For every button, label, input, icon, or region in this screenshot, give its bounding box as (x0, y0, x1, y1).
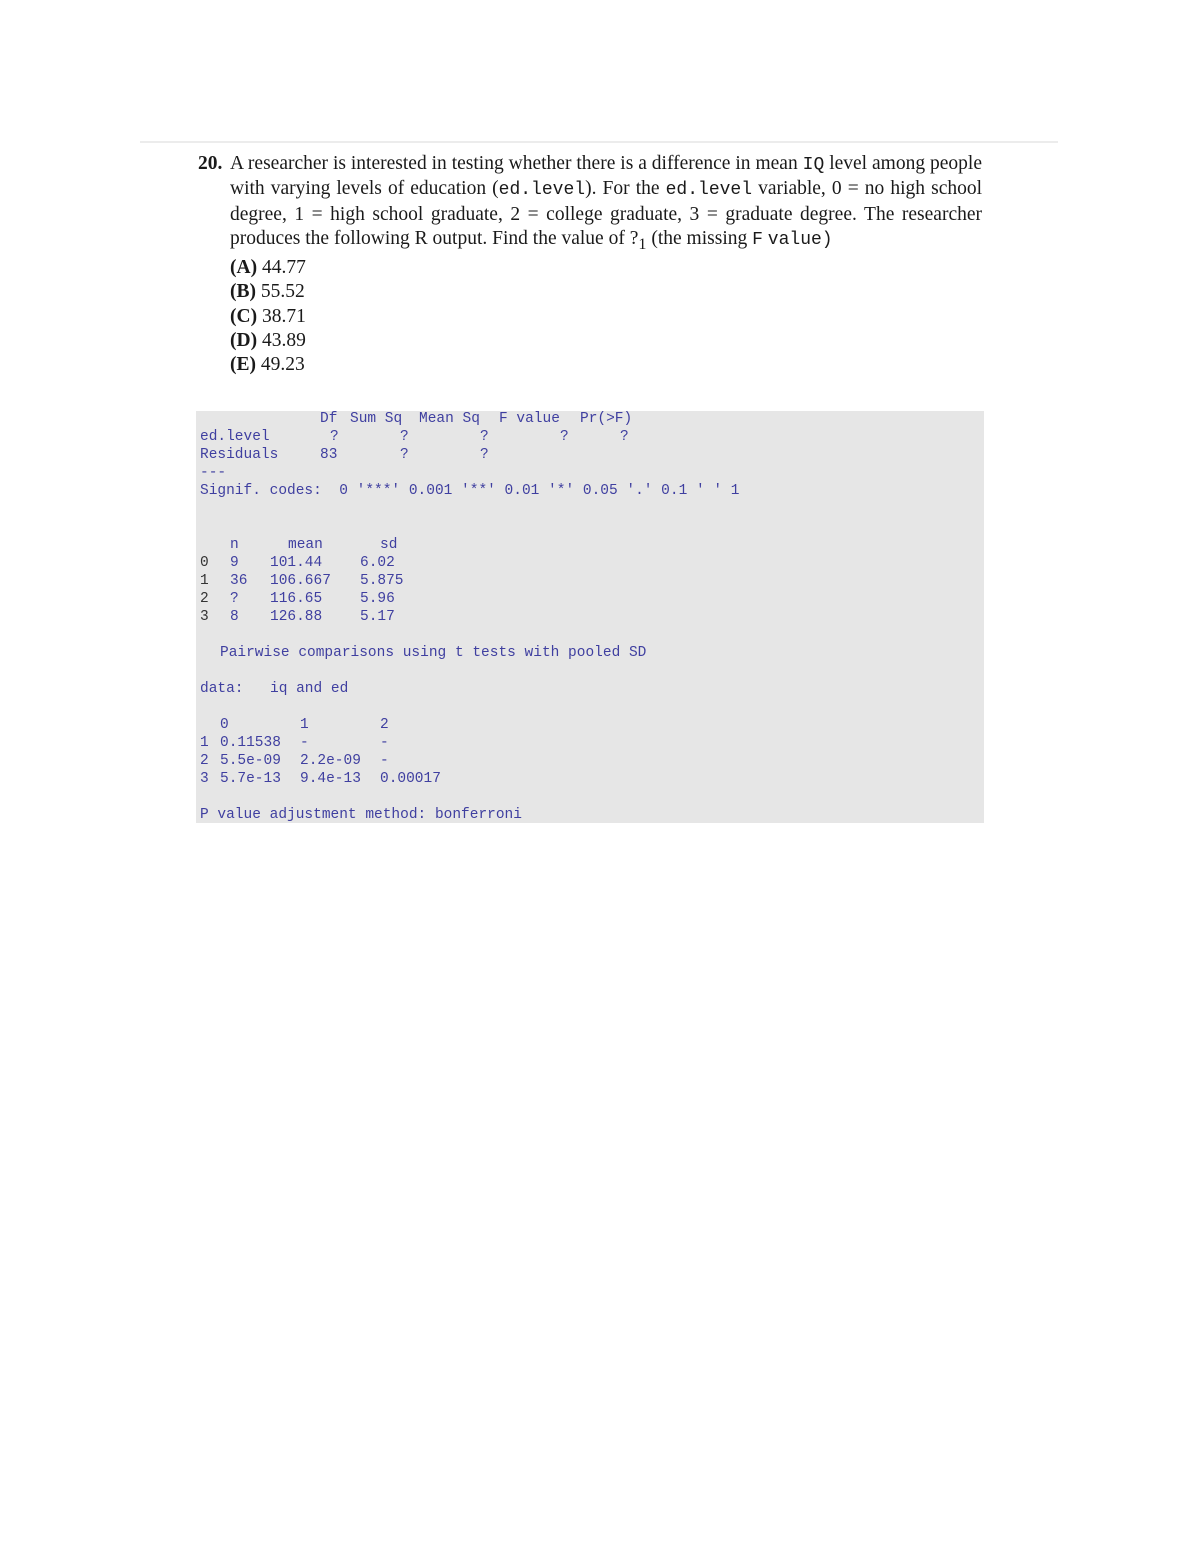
summary-cell: 36 (230, 573, 248, 589)
anova-cell: ? (330, 429, 339, 445)
pairwise-cell: 2.2e-09 (300, 753, 361, 769)
summary-row-label: 1 (200, 573, 209, 589)
anova-cell: 83 (320, 447, 338, 463)
signif-codes: Signif. codes: 0 '***' 0.001 '**' 0.01 '*' 0.05 '.' 0.1 ' ' 1 (200, 483, 740, 499)
option-d: (D) 43.89 (230, 329, 306, 351)
anova-cell: ? (480, 429, 489, 445)
pairwise-header: 2 (380, 717, 389, 733)
summary-cell: 8 (230, 609, 239, 625)
pairwise-data-label: data: (200, 681, 244, 697)
answer-options (230, 256, 982, 377)
anova-cell: ? (620, 429, 629, 445)
summary-row-label: 2 (200, 591, 209, 607)
question-part-3: variable, 0 = no high school degree, 1 = high school graduate, 2 = college graduate, 3 = graduate degree. The researcher produces the following R output. Find the value of ? (230, 178, 983, 249)
pairwise-header: 0 (220, 717, 229, 733)
value-code: value) (767, 229, 833, 250)
summary-cell: 5.17 (360, 609, 395, 625)
anova-cell: ? (480, 447, 489, 463)
summary-cell: 9 (230, 555, 239, 571)
pairwise-cell: 5.7e-13 (220, 771, 281, 787)
pairwise-cell: 0.11538 (220, 735, 281, 751)
question-part-2: ). For the (585, 178, 660, 200)
anova-header-pr: Pr(>F) (580, 411, 633, 427)
pairwise-cell: - (380, 753, 389, 769)
r-output-box (196, 411, 984, 823)
summary-cell: ? (230, 591, 239, 607)
summary-cell: 5.96 (360, 591, 395, 607)
summary-cell: 116.65 (270, 591, 323, 607)
summary-cell: 6.02 (360, 555, 395, 571)
option-b: (B) 55.52 (230, 281, 305, 303)
anova-row-label: ed.level (200, 429, 270, 445)
anova-cell: ? (560, 429, 569, 445)
summary-header-n: n (230, 537, 239, 553)
summary-cell: 126.88 (270, 609, 323, 625)
option-c: (C) 38.71 (230, 305, 306, 327)
summary-cell: 5.875 (360, 573, 404, 589)
question-part-4: (the missing (651, 227, 748, 249)
summary-header-mean: mean (288, 537, 323, 553)
option-a: (A) 44.77 (230, 257, 306, 279)
edlevel-code: ed.level (498, 180, 586, 201)
anova-header-fvalue: F value (499, 411, 560, 427)
p-adjustment-method: P value adjustment method: bonferroni (200, 807, 522, 823)
option-e: (E) 49.23 (230, 354, 305, 376)
anova-cell: ? (400, 429, 409, 445)
pairwise-cell: 5.5e-09 (220, 753, 281, 769)
summary-row-label: 3 (200, 609, 209, 625)
question-text (230, 152, 982, 256)
question-intro: A researcher is interested in testing whether there is a difference in mean (230, 153, 798, 174)
question-block (198, 152, 982, 378)
anova-header-df: Df (320, 411, 338, 427)
anova-row-label: Residuals (200, 447, 279, 463)
pairwise-header: 1 (300, 717, 309, 733)
pairwise-row-label: 2 (200, 753, 209, 769)
summary-cell: 101.44 (270, 555, 323, 571)
summary-cell: 106.667 (270, 573, 331, 589)
pairwise-cell: - (300, 735, 309, 751)
pairwise-cell: 9.4e-13 (300, 771, 361, 787)
summary-header-sd: sd (380, 537, 398, 553)
pairwise-row-label: 1 (200, 735, 209, 751)
question-part-1: level among people with varying levels of education ( (230, 153, 983, 200)
question-subscript: 1 (638, 234, 647, 253)
anova-header-sumsq: Sum Sq (350, 411, 403, 427)
pairwise-row-label: 3 (200, 771, 209, 787)
iq-code: IQ (802, 155, 825, 175)
question-number: 20. (198, 153, 223, 174)
anova-cell: ? (400, 447, 409, 463)
f-code: F (752, 229, 763, 250)
pairwise-title: Pairwise comparisons using t tests with pooled SD (220, 645, 647, 661)
pairwise-cell: - (380, 735, 389, 751)
pairwise-cell: 0.00017 (380, 771, 441, 787)
page-top-rule (140, 141, 1058, 143)
edlevel-code-2: ed.level (665, 180, 753, 201)
anova-separator: --- (200, 465, 227, 481)
pairwise-data-value: iq and ed (270, 681, 349, 697)
summary-row-label: 0 (200, 555, 209, 571)
anova-header-meansq: Mean Sq (419, 411, 480, 427)
